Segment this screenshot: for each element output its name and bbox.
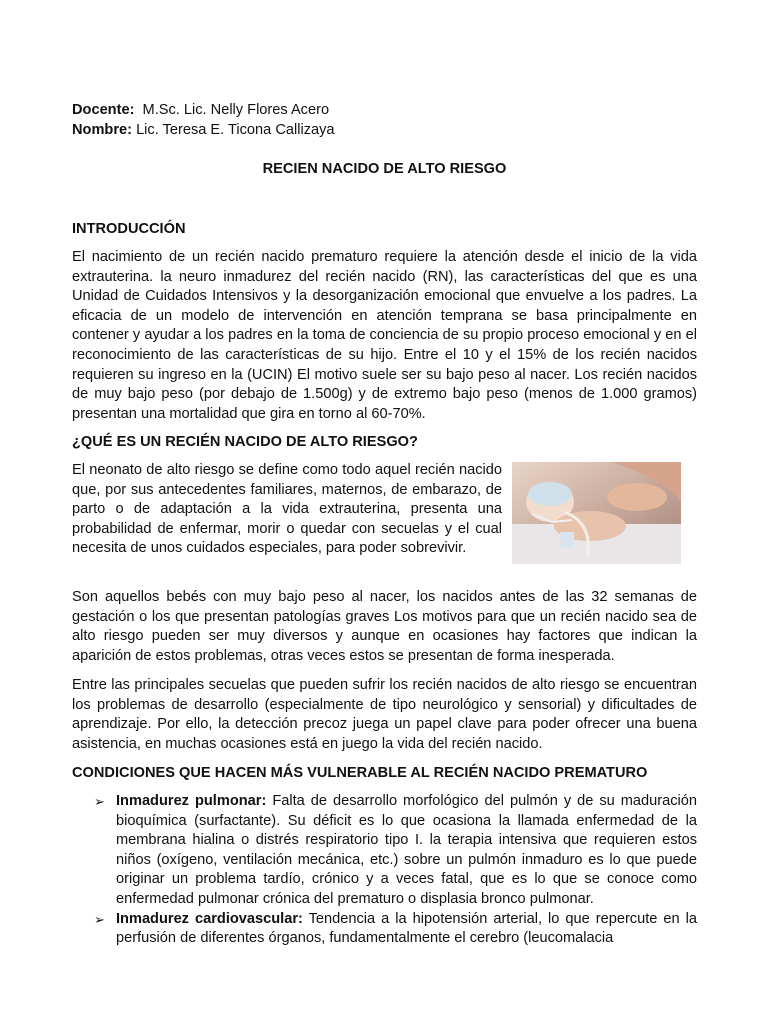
intro-paragraph: El nacimiento de un recién nacido prematuro requiere la atención desde el inicio de la vida extrauterina. la neuro inmadurez del recién nacido (RN), las características del que es una Unidad de Cuidados Intensivos y la desorganización emocional que envuelve a los padres. La eficacia de un modelo de intervención en atención temprana se basa principalmente en contener y ayudar a los padres en la toma de conciencia de su propio proceso emocional y en el reconocimiento de las características de su hijo. Entre el 10 y el 15% de los recién nacidos requieren su ingreso en la (UCIN) El motivo suele ser su bajo peso al nacer. Los recién nacidos de muy bajo peso (por debajo de 1.500g) y de extremo bajo peso (menos de 1.000 gramos) presentan una mortalidad que gira en torno al 60-70%. — [72, 249, 697, 422]
list-item — [94, 910, 697, 949]
conditions-heading: CONDICIONES QUE HACEN MÁS VULNERABLE AL RECIÉN NACIDO PREMATURO — [72, 765, 648, 781]
condition-term: Inmadurez cardiovascular: — [116, 910, 303, 927]
what-paragraph: El neonato de alto riesgo se define como todo aquel recién nacido que, por sus antecedentes familiares, maternos, de embarazo, de parto o de adaptación a la vida extrauterina, presenta una probabilidad de enfermar, morir o quedar con secuelas y el cual necesita de unos cuidados especiales, para poder sobrevivir. — [72, 462, 502, 557]
document-title: RECIEN NACIDO DE ALTO RIESGO — [262, 161, 507, 177]
what-paragraph-3: Entre las principales secuelas que pueden sufrir los recién nacidos de alto riesgo se encuentran los problemas de desarrollo (especialmente de tipo neurológico y sensorial) y dificultades de aprendizaje. Por ello, la detección precoz juega un papel clave para poder ofrecer una buena asistencia, en muchas ocasiones está en juego la vida del recién nacido. — [72, 677, 697, 752]
docente-line — [72, 101, 697, 121]
arrowhead-bullet-icon: ➢ — [94, 911, 105, 927]
intro-heading: INTRODUCCIÓN — [72, 221, 186, 237]
premature-newborn-photo — [512, 462, 681, 564]
docente-value: M.Sc. Lic. Nelly Flores Acero — [142, 102, 330, 118]
docente-label: Docente: — [72, 102, 135, 118]
conditions-list — [94, 792, 697, 949]
what-heading: ¿QUÉ ES UN RECIÉN NACIDO DE ALTO RIESGO? — [72, 434, 418, 450]
nombre-line — [72, 121, 697, 141]
condition-text: Falta de desarrollo morfológico del pulmón y de su maduración bioquímica (surfactante). Su déficit es lo que ocasiona la llamada enfermedad de la membrana hialina o distrés respiratorio tipo I. la terapia intensiva que requieren estos niños (oxígeno, ventilación mecánica, etc.) sobre un pulmón inmaduro es lo que puede originar un problema tardío, crónico y a veces fatal, que es lo que se conoce como enfermedad pulmonar crónica del prematuro o displasia bronco pulmonar. — [116, 793, 697, 907]
condition-term: Inmadurez pulmonar: — [116, 793, 267, 809]
arrowhead-bullet-icon: ➢ — [94, 794, 105, 809]
what-paragraph-2: Son aquellos bebés con muy bajo peso al nacer, los nacidos antes de las 32 semanas de gestación o los que presentan patologías graves Los motivos para que un recién nacido sea de alto riesgo pueden ser muy diversos y aunque en ocasiones hay factores que indican la aparición de estos problemas, otras veces estos se presentan de forma inesperada. — [72, 589, 697, 664]
photo-illustration — [512, 462, 681, 564]
nombre-label: Nombre: — [72, 122, 132, 138]
list-item — [94, 792, 697, 910]
document-meta — [72, 101, 697, 141]
nombre-value: Lic. Teresa E. Ticona Callizaya — [136, 122, 335, 138]
condition-text: Tendencia a la hipotensión arterial, lo que repercute en la perfusión de diferentes órganos, fundamentalmente el cerebro (leucomalacia — [116, 910, 697, 947]
